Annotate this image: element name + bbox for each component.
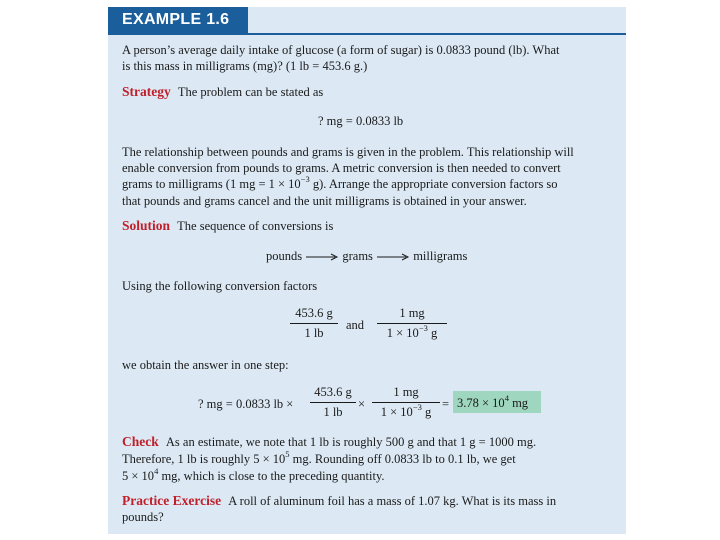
answer-b: mg	[508, 396, 529, 410]
check-label: Check	[122, 434, 159, 449]
final-factor-1	[310, 385, 356, 420]
check-line-3-exp: 4	[154, 466, 159, 476]
check-line-3a: 5 × 10	[122, 469, 155, 483]
final-factor-2-den-b: g	[421, 405, 432, 419]
factor-2-den-exp: −3	[418, 323, 428, 333]
example-title: EXAMPLE 1.6	[122, 11, 230, 28]
factor-2-numerator: 1 mg	[399, 306, 425, 320]
final-factor-2-denominator	[380, 402, 432, 420]
problem-line-2: is this mass in milligrams (mg)? (1 lb = 453.6 g.)	[122, 59, 368, 73]
strategy-block	[122, 84, 323, 101]
final-factor-1-numerator: 453.6 g	[314, 385, 352, 399]
fraction-bar	[310, 402, 356, 403]
practice-block	[122, 493, 556, 510]
problem-line-1: A person’s average daily intake of glucose (a form of sugar) is 0.0833 pound (lb). What	[122, 43, 560, 57]
strategy-para-2: enable conversion from pounds to grams. A metric conversion is then needed to convert	[122, 161, 561, 175]
arrow-icon	[305, 253, 339, 261]
equals-sign: =	[442, 397, 450, 411]
strategy-label: Strategy	[122, 84, 171, 99]
final-equation-left: ? mg = 0.0833 lb ×	[198, 397, 294, 411]
and-text: and	[346, 318, 365, 332]
solution-label: Solution	[122, 218, 171, 233]
header-rule	[248, 33, 626, 35]
final-factor-2-numerator: 1 mg	[393, 385, 419, 399]
fraction-bar	[290, 323, 338, 324]
strategy-equation: ? mg = 0.0833 lb	[318, 114, 404, 128]
check-line-2	[122, 451, 516, 468]
check-block	[122, 434, 536, 451]
solution-text: The sequence of conversions is	[177, 219, 334, 233]
factor-1	[290, 306, 338, 341]
factor-1-denominator: 1 lb	[304, 326, 324, 340]
practice-line-1: A roll of aluminum foil has a mass of 1.07 kg. What is its mass in	[228, 494, 557, 508]
final-factor-2-den-a: 1 × 10	[380, 405, 413, 419]
using-text: Using the following conversion factors	[122, 279, 318, 293]
check-line-2a: Therefore, 1 lb is roughly 5 × 10	[122, 452, 286, 466]
final-factor-1-denominator: 1 lb	[323, 405, 343, 419]
factor-2	[377, 306, 447, 341]
strategy-para-3	[122, 176, 558, 193]
final-factor-2	[372, 385, 440, 420]
arrow-icon	[376, 253, 410, 261]
strategy-para-3b: g). Arrange the appropriate conversion factors so	[309, 177, 558, 191]
factor-2-denominator	[386, 323, 438, 341]
practice-label: Practice Exercise	[122, 493, 222, 508]
obtain-text: we obtain the answer in one step:	[122, 358, 289, 372]
final-factor-2-den-exp: −3	[412, 402, 422, 412]
conversion-sequence	[266, 248, 467, 265]
strategy-text: The problem can be stated as	[177, 85, 324, 99]
check-line-2b: mg. Rounding off 0.0833 lb to 0.1 lb, we get	[289, 452, 516, 466]
factor-2-den-a: 1 × 10	[386, 326, 419, 340]
final-answer	[457, 395, 528, 412]
factor-2-den-b: g	[427, 326, 438, 340]
check-line-3b: mg, which is close to the preceding quantity.	[158, 469, 385, 483]
fraction-bar	[372, 402, 440, 403]
check-line-1: As an estimate, we note that 1 lb is roughly 500 g and that 1 g = 1000 mg.	[165, 435, 537, 449]
strategy-para-3a: grams to milligrams (1 mg = 1 × 10	[122, 177, 301, 191]
practice-line-2: pounds?	[122, 510, 164, 524]
solution-block	[122, 218, 333, 235]
strategy-para-3-exp: −3	[300, 174, 310, 184]
factor-1-numerator: 453.6 g	[295, 306, 333, 320]
check-line-2-exp: 5	[285, 449, 290, 459]
seq-milligrams: milligrams	[413, 249, 468, 263]
check-line-3	[122, 468, 385, 485]
fraction-bar	[377, 323, 447, 324]
strategy-para-4: that pounds and grams cancel and the unit milligrams is obtained in your answer.	[122, 194, 527, 208]
answer-exp: 4	[504, 393, 509, 403]
seq-pounds: pounds	[266, 249, 303, 263]
times-sign: ×	[358, 397, 366, 411]
strategy-para-1: The relationship between pounds and grams is given in the problem. This relationship will	[122, 145, 574, 159]
seq-grams: grams	[342, 249, 373, 263]
answer-a: 3.78 × 10	[457, 396, 505, 410]
